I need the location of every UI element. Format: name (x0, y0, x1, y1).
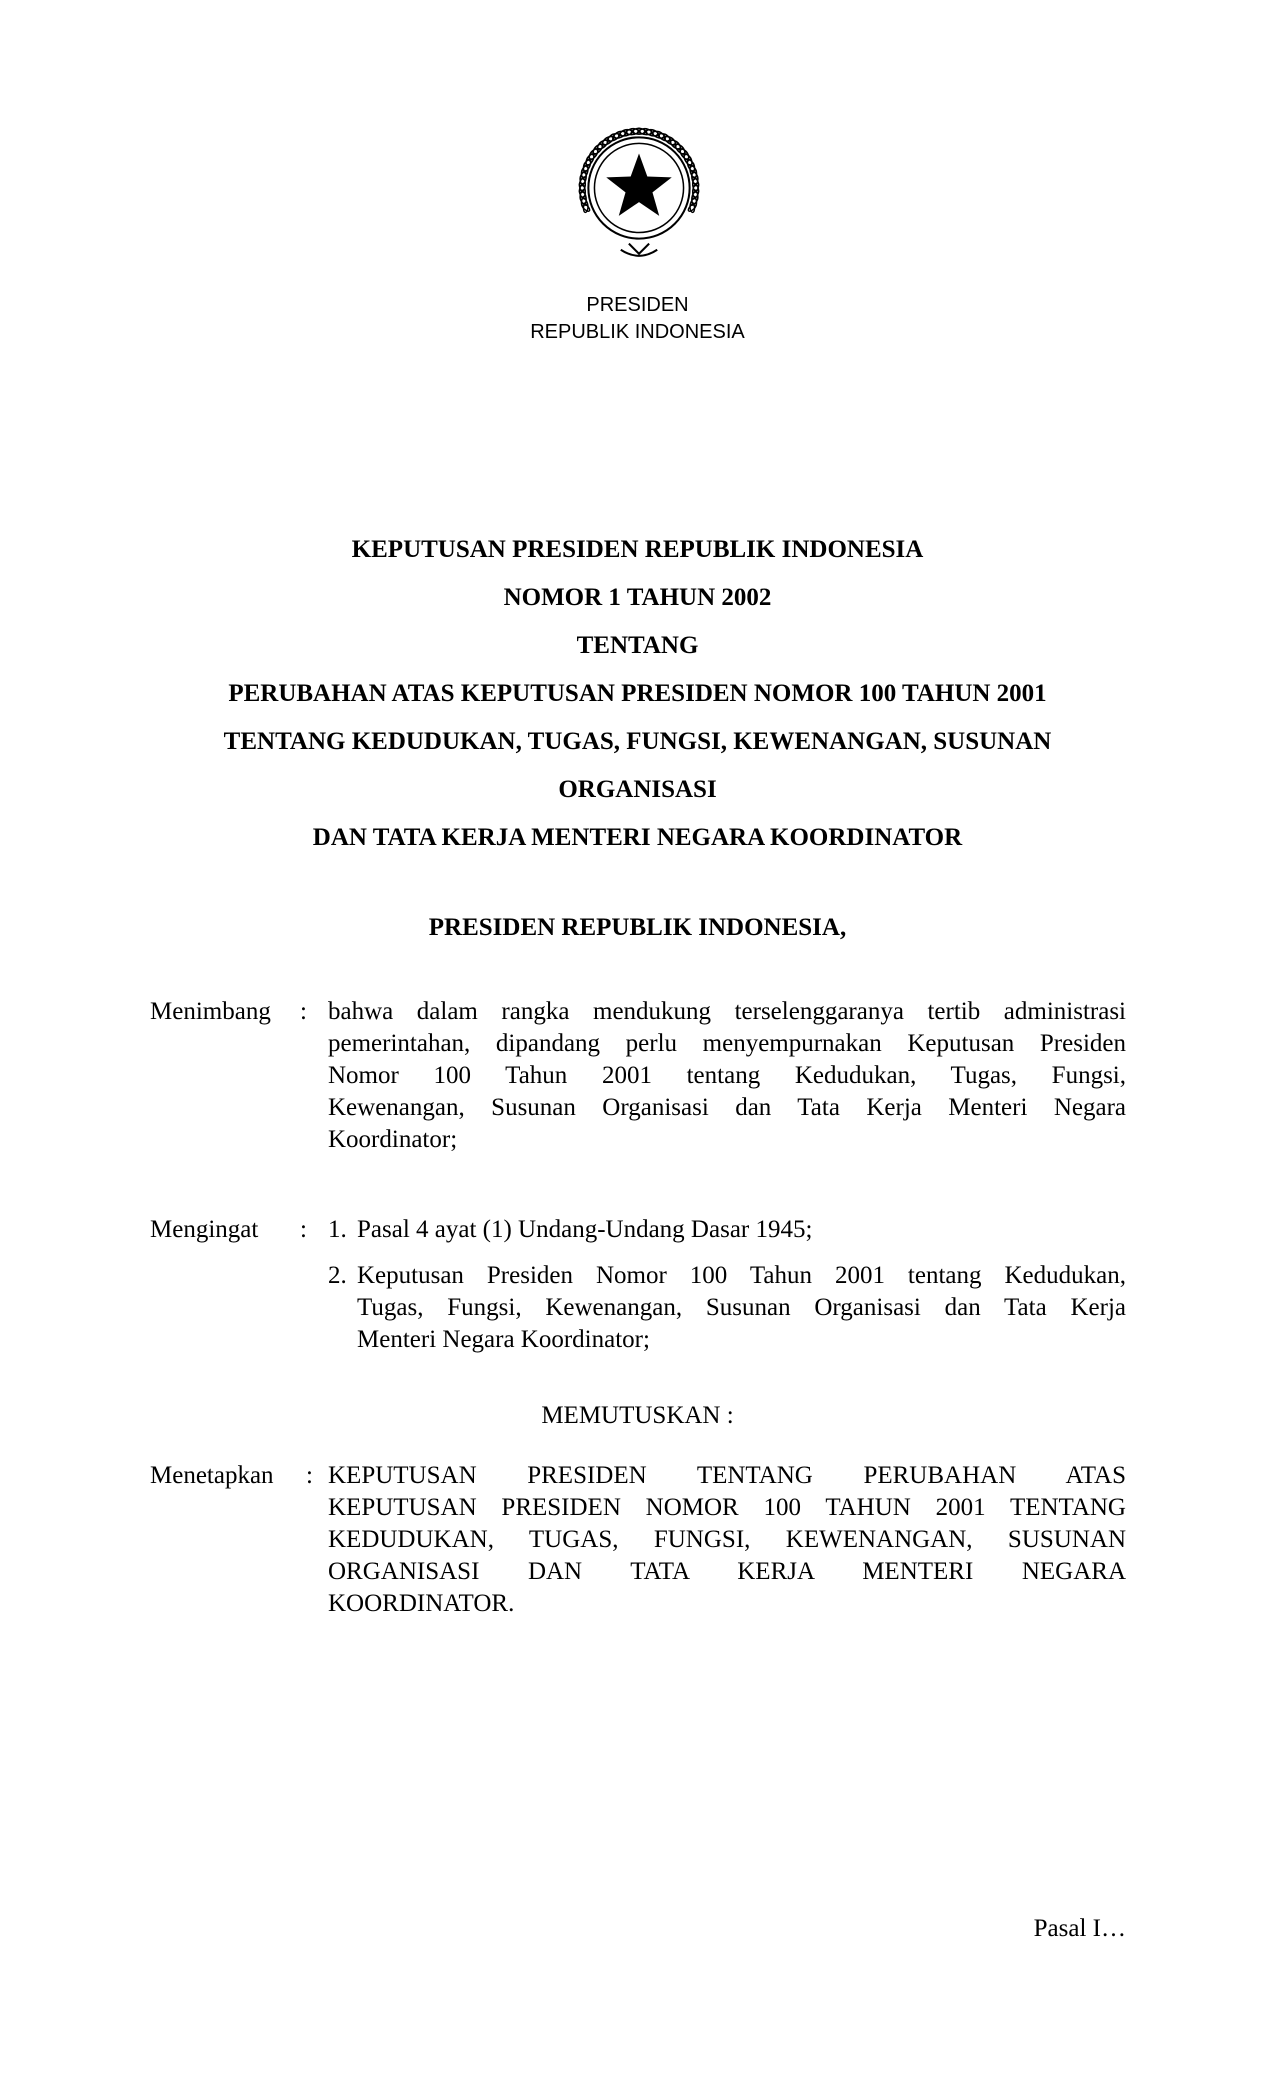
list-line: Menteri Negara Koordinator; (357, 1326, 650, 1353)
menetapkan-line: KEPUTUSAN PRESIDEN NOMOR 100 TAHUN 2001 TENTANG (328, 1494, 1126, 1521)
menimbang-text (328, 996, 1126, 1156)
title-line: DAN TATA KERJA MENTERI NEGARA KOORDINATOR (312, 824, 963, 851)
list-number: 1. (328, 1216, 347, 1243)
issuer-line-president: PRESIDEN (586, 294, 689, 316)
menetapkan-text (328, 1460, 1126, 1620)
title-line: PERUBAHAN ATAS KEPUTUSAN PRESIDEN NOMOR 100 TAHUN 2001 (228, 680, 1047, 707)
menetapkan-line: KEPUTUSAN PRESIDEN TENTANG PERUBAHAN ATAS (328, 1462, 1126, 1489)
president-heading: PRESIDEN REPUBLIK INDONESIA, (428, 914, 847, 941)
menimbang-colon: : (300, 998, 307, 1025)
menimbang-line: pemerintahan, dipandang perlu menyempurnakan Keputusan Presiden (328, 1030, 1126, 1057)
list-line: Pasal 4 ayat (1) Undang-Undang Dasar 1945; (357, 1216, 813, 1243)
title-line: TENTANG (576, 632, 699, 659)
menimbang-line: bahwa dalam rangka mendukung terselenggaranya tertib administrasi (328, 998, 1126, 1025)
next-page-marker: Pasal I… (1033, 1915, 1126, 1942)
decision-heading: MEMUTUSKAN : (541, 1402, 734, 1429)
title-line: KEPUTUSAN PRESIDEN REPUBLIK INDONESIA (351, 536, 924, 563)
menetapkan-colon: : (306, 1462, 313, 1489)
list-line: Tugas, Fungsi, Kewenangan, Susunan Organisasi dan Tata Kerja (357, 1294, 1126, 1321)
menetapkan-label: Menetapkan (150, 1462, 274, 1489)
mengingat-label: Mengingat (150, 1216, 259, 1243)
presidential-seal-icon (558, 110, 720, 272)
title-line: TENTANG KEDUDUKAN, TUGAS, FUNGSI, KEWENANGAN, SUSUNAN (223, 728, 1052, 755)
title-line: NOMOR 1 TAHUN 2002 (503, 584, 772, 611)
menetapkan-line: KEDUDUKAN, TUGAS, FUNGSI, KEWENANGAN, SUSUNAN (328, 1526, 1126, 1553)
title-line: ORGANISASI (558, 776, 717, 803)
menetapkan-line: KOORDINATOR. (328, 1590, 515, 1617)
menetapkan-line: ORGANISASI DAN TATA KERJA MENTERI NEGARA (328, 1558, 1126, 1585)
menimbang-line: Nomor 100 Tahun 2001 tentang Kedudukan, Tugas, Fungsi, (328, 1062, 1126, 1089)
mengingat-colon: : (300, 1216, 307, 1243)
decree-title (150, 526, 1125, 862)
list-number: 2. (328, 1262, 347, 1289)
issuer-line-republic: REPUBLIK INDONESIA (530, 321, 745, 343)
menimbang-label: Menimbang (150, 998, 271, 1025)
menimbang-line: Koordinator; (328, 1126, 458, 1153)
menimbang-line: Kewenangan, Susunan Organisasi dan Tata Kerja Menteri Negara (328, 1094, 1126, 1121)
list-line: Keputusan Presiden Nomor 100 Tahun 2001 tentang Kedudukan, (357, 1262, 1126, 1289)
